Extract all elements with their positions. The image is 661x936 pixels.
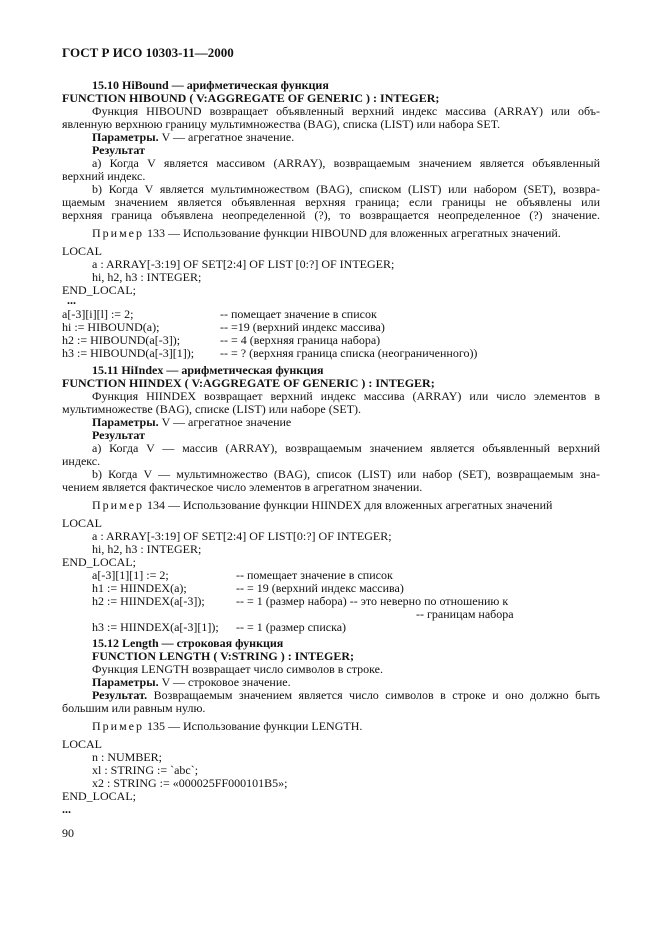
- params-label: Параметры.: [92, 675, 159, 689]
- paragraph-line: щаемым значением является объявленная верхняя граница; если границы не объявлены или: [62, 195, 600, 209]
- code-comment: -- помещает значение в список: [220, 307, 377, 321]
- paragraph-line: b) Когда V — мультимножество (BAG), список (LIST) или набор (SET), возвращаемым зна-: [92, 467, 600, 481]
- paragraph-line: чением является фактическое число элементов в агрегатном значении.: [62, 480, 423, 494]
- code-statement: h3 := HIBOUND(a[-3][1]);: [62, 346, 195, 360]
- paragraph-line: большим или равным нулю.: [62, 701, 206, 715]
- paragraph-line: a) Когда V — массив (ARRAY), возвращаемым значением является объявленный верхний: [92, 441, 600, 455]
- code-comment: -- =19 (верхний индекс массива): [220, 320, 385, 334]
- code-statement: hi := HIBOUND(a);: [62, 320, 160, 334]
- code-statement: a[-3][i][l] := 2;: [62, 307, 134, 321]
- params-label: Параметры.: [92, 415, 159, 429]
- code-line: LOCAL: [62, 516, 102, 530]
- paragraph-line: Функция LENGTH возвращает число символов в строке.: [92, 662, 383, 676]
- code-statement: h1 := HIINDEX(a);: [92, 581, 187, 595]
- code-statement: h2 := HIBOUND(a[-3]);: [62, 333, 181, 347]
- result-label: Результат.: [92, 688, 148, 702]
- function-signature-hiindex: FUNCTION HIINDEX ( V:AGGREGATE OF GENERIC ) : INTEGER;: [62, 376, 435, 390]
- example-word: Пример: [92, 498, 145, 512]
- code-line: LOCAL: [62, 244, 102, 258]
- function-signature-hibound: FUNCTION HIBOUND ( V:AGGREGATE OF GENERIC ) : INTEGER;: [62, 91, 440, 105]
- code-comment: -- помещает значение в список: [236, 568, 393, 582]
- code-line: xl : STRING := `abc`;: [92, 763, 199, 777]
- code-line: n : NUMBER;: [92, 750, 163, 764]
- code-comment-continuation: -- границам набора: [416, 607, 514, 621]
- paragraph-line: индекс.: [62, 454, 101, 468]
- code-statement: a[-3][1][1] := 2;: [92, 568, 169, 582]
- code-line: a : ARRAY[-3:19] OF SET[2:4] OF LIST [0:?] OF INTEGER;: [92, 257, 395, 271]
- paragraph-line: a) Когда V является массивом (ARRAY), возвращаемым значением является объявленный: [92, 156, 600, 170]
- result-label: Результат: [92, 143, 146, 157]
- paragraph-line: верхняя граница объявлена неопределенной (?), то возвращается неопределенное (?) значение.: [62, 208, 600, 222]
- code-line: x2 : STRING := «000025FF000101B5»;: [92, 776, 288, 790]
- params-text: V — агрегатное значение: [158, 415, 292, 429]
- code-comment: -- = ? (верхняя граница списка (неограниченного)): [220, 346, 478, 360]
- code-ellipsis: ...: [67, 293, 76, 307]
- paragraph-line: Функция HIINDEX возвращает верхний индекс массива (ARRAY) или число элементов в: [92, 389, 600, 403]
- function-signature-length: FUNCTION LENGTH ( V:STRING ) : INTEGER;: [92, 649, 355, 663]
- code-line: END_LOCAL;: [62, 789, 136, 803]
- paragraph-line: явленную верхнюю границу мультимножества (BAG), списка (LIST) или набора SET.: [62, 117, 501, 131]
- example-word: Пример: [92, 226, 145, 240]
- paragraph-line: мультимножестве (BAG), списке (LIST) или наборе (SET).: [62, 402, 362, 416]
- code-comment: -- = 19 (верхний индекс массива): [236, 581, 404, 595]
- code-statement: h2 := HIINDEX(a[-3]);: [92, 594, 205, 608]
- result-label: Результат: [92, 428, 146, 442]
- example-text: 134 — Использование функции HIINDEX для вложенных агрегатных значений: [144, 498, 553, 512]
- params-text: V — агрегатное значение.: [158, 130, 295, 144]
- paragraph-line: b) Когда V является мультимножеством (BAG), списком (LIST) или набором (SET), возвра-: [92, 182, 600, 196]
- paragraph-line: верхний индекс.: [62, 169, 146, 183]
- document-header: ГОСТ Р ИСО 10303-11—2000: [62, 45, 234, 60]
- code-comment: -- = 1 (размер списка): [236, 620, 347, 634]
- example-caption: [92, 499, 552, 512]
- example-caption: [92, 720, 362, 733]
- example-word: Пример: [92, 719, 145, 733]
- example-text: 135 — Использование функции LENGTH.: [144, 719, 363, 733]
- section-heading-15-10: 15.10 HiBound — арифметическая функция: [92, 78, 329, 92]
- section-heading-15-11: 15.11 HiIndex — арифметическая функция: [92, 363, 324, 377]
- code-line: hi, h2, h3 : INTEGER;: [92, 542, 202, 556]
- example-caption: [92, 227, 561, 240]
- params-label: Параметры.: [92, 130, 159, 144]
- params-text: V — строковое значение.: [158, 675, 291, 689]
- code-statement: h3 := HIINDEX(a[-3][1]);: [92, 620, 219, 634]
- example-text: 133 — Использование функции HIBOUND для вложенных агрегатных значений.: [144, 226, 561, 240]
- code-line: a : ARRAY[-3:19] OF SET[2:4] OF LIST[0:?] OF INTEGER;: [92, 529, 392, 543]
- section-heading-15-12: 15.12 Length — строковая функция: [92, 636, 284, 650]
- code-comment: -- = 4 (верхняя граница набора): [220, 333, 381, 347]
- code-ellipsis: ...: [62, 802, 71, 816]
- code-line: END_LOCAL;: [62, 283, 136, 297]
- code-line: hi, h2, h3 : INTEGER;: [92, 270, 202, 284]
- result-text: Возвращаемым значением является число символов в строке и оно должно быть: [147, 688, 600, 702]
- code-line: END_LOCAL;: [62, 555, 136, 569]
- code-line: LOCAL: [62, 737, 102, 751]
- code-comment: -- = 1 (размер набора) -- это неверно по отношению к: [236, 594, 509, 608]
- page-number: 90: [62, 826, 74, 840]
- paragraph-line: Функция HIBOUND возвращает объявленный верхний индекс массива (ARRAY) или объ-: [92, 104, 600, 118]
